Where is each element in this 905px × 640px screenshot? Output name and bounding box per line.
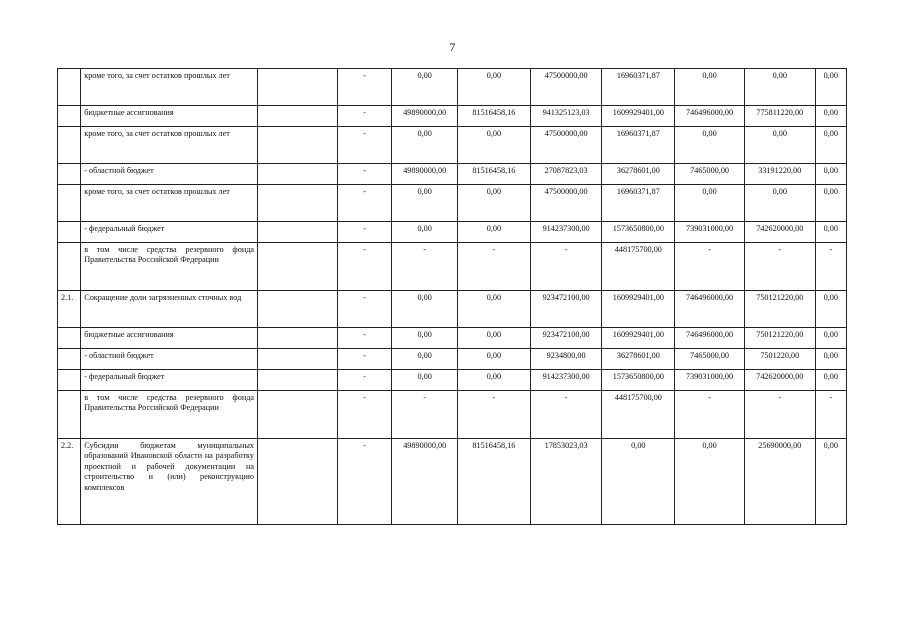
row-code-cell bbox=[258, 439, 338, 525]
row-value-cell: 0,00 bbox=[815, 370, 846, 391]
row-number-cell bbox=[58, 106, 81, 127]
table-row bbox=[58, 69, 847, 106]
row-value-cell: 0,00 bbox=[458, 222, 531, 243]
row-value-cell: - bbox=[530, 391, 602, 439]
row-value-cell: 0,00 bbox=[815, 439, 846, 525]
row-value-cell: 9234800,00 bbox=[530, 349, 602, 370]
row-value-cell: 0,00 bbox=[458, 69, 531, 106]
row-code-cell bbox=[258, 106, 338, 127]
row-dash-cell: - bbox=[337, 291, 392, 328]
row-value-cell: 746496000,00 bbox=[675, 328, 745, 349]
row-code-cell bbox=[258, 69, 338, 106]
table-row bbox=[58, 164, 847, 185]
row-code-cell bbox=[258, 370, 338, 391]
row-value-cell: - bbox=[744, 391, 815, 439]
row-value-cell: 47500000,00 bbox=[530, 127, 602, 164]
row-dash-cell: - bbox=[337, 349, 392, 370]
row-value-cell: - bbox=[392, 391, 458, 439]
row-value-cell: - bbox=[530, 243, 602, 291]
row-value-cell: 49890000,00 bbox=[392, 106, 458, 127]
row-value-cell: 750121220,00 bbox=[744, 328, 815, 349]
row-value-cell: 1573650800,00 bbox=[602, 370, 675, 391]
row-dash-cell: - bbox=[337, 127, 392, 164]
row-description-cell: Сокращение доли загрязненных сточных вод bbox=[81, 291, 258, 328]
row-dash-cell: - bbox=[337, 328, 392, 349]
row-value-cell: - bbox=[675, 243, 745, 291]
row-value-cell: 0,00 bbox=[744, 185, 815, 222]
row-value-cell: 0,00 bbox=[392, 291, 458, 328]
row-value-cell: 16960371,87 bbox=[602, 69, 675, 106]
row-value-cell: 746496000,00 bbox=[675, 106, 745, 127]
row-value-cell: 0,00 bbox=[744, 127, 815, 164]
row-code-cell bbox=[258, 328, 338, 349]
row-dash-cell: - bbox=[337, 69, 392, 106]
row-number-cell bbox=[58, 127, 81, 164]
row-value-cell: 0,00 bbox=[675, 127, 745, 164]
row-value-cell: 0,00 bbox=[392, 328, 458, 349]
table-row bbox=[58, 328, 847, 349]
row-value-cell: 0,00 bbox=[815, 328, 846, 349]
row-value-cell: 7465000,00 bbox=[675, 164, 745, 185]
row-value-cell: 47500000,00 bbox=[530, 69, 602, 106]
row-value-cell: 0,00 bbox=[815, 185, 846, 222]
row-value-cell: 0,00 bbox=[744, 69, 815, 106]
row-value-cell: 914237300,00 bbox=[530, 370, 602, 391]
table-row bbox=[58, 222, 847, 243]
row-dash-cell: - bbox=[337, 185, 392, 222]
table-body bbox=[58, 69, 847, 525]
budget-table bbox=[57, 68, 847, 525]
row-number-cell bbox=[58, 370, 81, 391]
row-value-cell: 0,00 bbox=[602, 439, 675, 525]
row-value-cell: 0,00 bbox=[675, 185, 745, 222]
row-value-cell: - bbox=[815, 243, 846, 291]
row-number-cell bbox=[58, 164, 81, 185]
row-value-cell: 746496000,00 bbox=[675, 291, 745, 328]
row-value-cell: 742620000,00 bbox=[744, 222, 815, 243]
row-number-cell: 2.1. bbox=[58, 291, 81, 328]
row-dash-cell: - bbox=[337, 439, 392, 525]
row-number-cell bbox=[58, 243, 81, 291]
row-number-cell bbox=[58, 349, 81, 370]
row-value-cell: 923472100,00 bbox=[530, 328, 602, 349]
row-value-cell: 0,00 bbox=[458, 328, 531, 349]
row-code-cell bbox=[258, 222, 338, 243]
row-value-cell: 0,00 bbox=[458, 349, 531, 370]
row-value-cell: 81516458,16 bbox=[458, 106, 531, 127]
row-value-cell: 742620000,00 bbox=[744, 370, 815, 391]
row-description-cell: - областной бюджет bbox=[81, 349, 258, 370]
row-value-cell: 0,00 bbox=[815, 127, 846, 164]
row-value-cell: 750121220,00 bbox=[744, 291, 815, 328]
row-code-cell bbox=[258, 243, 338, 291]
row-value-cell: 0,00 bbox=[815, 164, 846, 185]
row-value-cell: - bbox=[458, 243, 531, 291]
row-value-cell: 775811220,00 bbox=[744, 106, 815, 127]
row-value-cell: 1609929401,00 bbox=[602, 328, 675, 349]
row-value-cell: 1609929401,00 bbox=[602, 291, 675, 328]
row-code-cell bbox=[258, 127, 338, 164]
table-row bbox=[58, 349, 847, 370]
table-row bbox=[58, 127, 847, 164]
row-value-cell: 0,00 bbox=[392, 349, 458, 370]
row-dash-cell: - bbox=[337, 164, 392, 185]
row-value-cell: 7465000,00 bbox=[675, 349, 745, 370]
row-description-cell: в том числе средства резервного фонда Правительства Российской Федерации bbox=[81, 243, 258, 291]
row-value-cell: 36278601,00 bbox=[602, 349, 675, 370]
row-value-cell: 0,00 bbox=[392, 127, 458, 164]
row-value-cell: 941325123,03 bbox=[530, 106, 602, 127]
row-value-cell: 0,00 bbox=[458, 370, 531, 391]
row-description-cell: кроме того, за счет остатков прошлых лет bbox=[81, 185, 258, 222]
row-value-cell: - bbox=[675, 391, 745, 439]
row-value-cell: 0,00 bbox=[815, 349, 846, 370]
row-value-cell: 36278601,00 bbox=[602, 164, 675, 185]
row-description-cell: - областной бюджет bbox=[81, 164, 258, 185]
table-row bbox=[58, 370, 847, 391]
row-value-cell: 923472100,00 bbox=[530, 291, 602, 328]
row-value-cell: 914237300,00 bbox=[530, 222, 602, 243]
row-value-cell: 0,00 bbox=[815, 69, 846, 106]
row-number-cell: 2.2. bbox=[58, 439, 81, 525]
row-value-cell: 49890000,00 bbox=[392, 164, 458, 185]
table-row bbox=[58, 243, 847, 291]
row-value-cell: 1573650800,00 bbox=[602, 222, 675, 243]
row-value-cell: 33191220,00 bbox=[744, 164, 815, 185]
page-number: 7 bbox=[449, 40, 456, 54]
row-description-cell: кроме того, за счет остатков прошлых лет bbox=[81, 127, 258, 164]
row-number-cell bbox=[58, 328, 81, 349]
row-description-cell: кроме того, за счет остатков прошлых лет bbox=[81, 69, 258, 106]
row-dash-cell: - bbox=[337, 106, 392, 127]
row-code-cell bbox=[258, 185, 338, 222]
row-value-cell: 17853023,03 bbox=[530, 439, 602, 525]
table-row bbox=[58, 391, 847, 439]
row-code-cell bbox=[258, 291, 338, 328]
row-value-cell: 0,00 bbox=[675, 69, 745, 106]
row-description-cell: Субсидии бюджетам муниципальных образований Ивановской области на разработку проектной и рабочей документации на строительство и (или) реконструкцию комплексов bbox=[81, 439, 258, 525]
row-value-cell: 448175700,00 bbox=[602, 391, 675, 439]
row-dash-cell: - bbox=[337, 391, 392, 439]
table-row bbox=[58, 106, 847, 127]
row-value-cell: 0,00 bbox=[392, 222, 458, 243]
row-value-cell: 1609929401,00 bbox=[602, 106, 675, 127]
table-row bbox=[58, 185, 847, 222]
row-value-cell: - bbox=[815, 391, 846, 439]
row-number-cell bbox=[58, 69, 81, 106]
row-value-cell: 0,00 bbox=[815, 106, 846, 127]
row-value-cell: 7501220,00 bbox=[744, 349, 815, 370]
row-code-cell bbox=[258, 164, 338, 185]
row-value-cell: 0,00 bbox=[815, 291, 846, 328]
row-value-cell: 0,00 bbox=[392, 69, 458, 106]
row-dash-cell: - bbox=[337, 243, 392, 291]
row-value-cell: 739031000,00 bbox=[675, 222, 745, 243]
row-value-cell: 16960371,87 bbox=[602, 185, 675, 222]
row-code-cell bbox=[258, 349, 338, 370]
row-value-cell: - bbox=[744, 243, 815, 291]
row-description-cell: - федеральный бюджет bbox=[81, 370, 258, 391]
row-value-cell: 739031000,00 bbox=[675, 370, 745, 391]
row-value-cell: 0,00 bbox=[675, 439, 745, 525]
row-value-cell: 0,00 bbox=[458, 185, 531, 222]
row-description-cell: в том числе средства резервного фонда Правительства Российской Федерации bbox=[81, 391, 258, 439]
row-value-cell: 0,00 bbox=[815, 222, 846, 243]
table-row bbox=[58, 291, 847, 328]
row-value-cell: 27087823,03 bbox=[530, 164, 602, 185]
row-value-cell: 0,00 bbox=[458, 127, 531, 164]
row-value-cell: 47500000,00 bbox=[530, 185, 602, 222]
row-value-cell: - bbox=[458, 391, 531, 439]
row-code-cell bbox=[258, 391, 338, 439]
row-value-cell: 81516458,16 bbox=[458, 164, 531, 185]
row-value-cell: 0,00 bbox=[392, 185, 458, 222]
row-value-cell: 81516458,16 bbox=[458, 439, 531, 525]
row-description-cell: бюджетные ассигнования bbox=[81, 106, 258, 127]
row-description-cell: бюджетные ассигнования bbox=[81, 328, 258, 349]
table-row bbox=[58, 439, 847, 525]
row-value-cell: 25690000,00 bbox=[744, 439, 815, 525]
row-dash-cell: - bbox=[337, 222, 392, 243]
row-number-cell bbox=[58, 391, 81, 439]
row-dash-cell: - bbox=[337, 370, 392, 391]
row-description-cell: - федеральный бюджет bbox=[81, 222, 258, 243]
row-number-cell bbox=[58, 185, 81, 222]
row-value-cell: 448175700,00 bbox=[602, 243, 675, 291]
row-value-cell: 0,00 bbox=[392, 370, 458, 391]
row-value-cell: - bbox=[392, 243, 458, 291]
row-value-cell: 49890000,00 bbox=[392, 439, 458, 525]
row-value-cell: 0,00 bbox=[458, 291, 531, 328]
row-value-cell: 16960371,87 bbox=[602, 127, 675, 164]
row-number-cell bbox=[58, 222, 81, 243]
